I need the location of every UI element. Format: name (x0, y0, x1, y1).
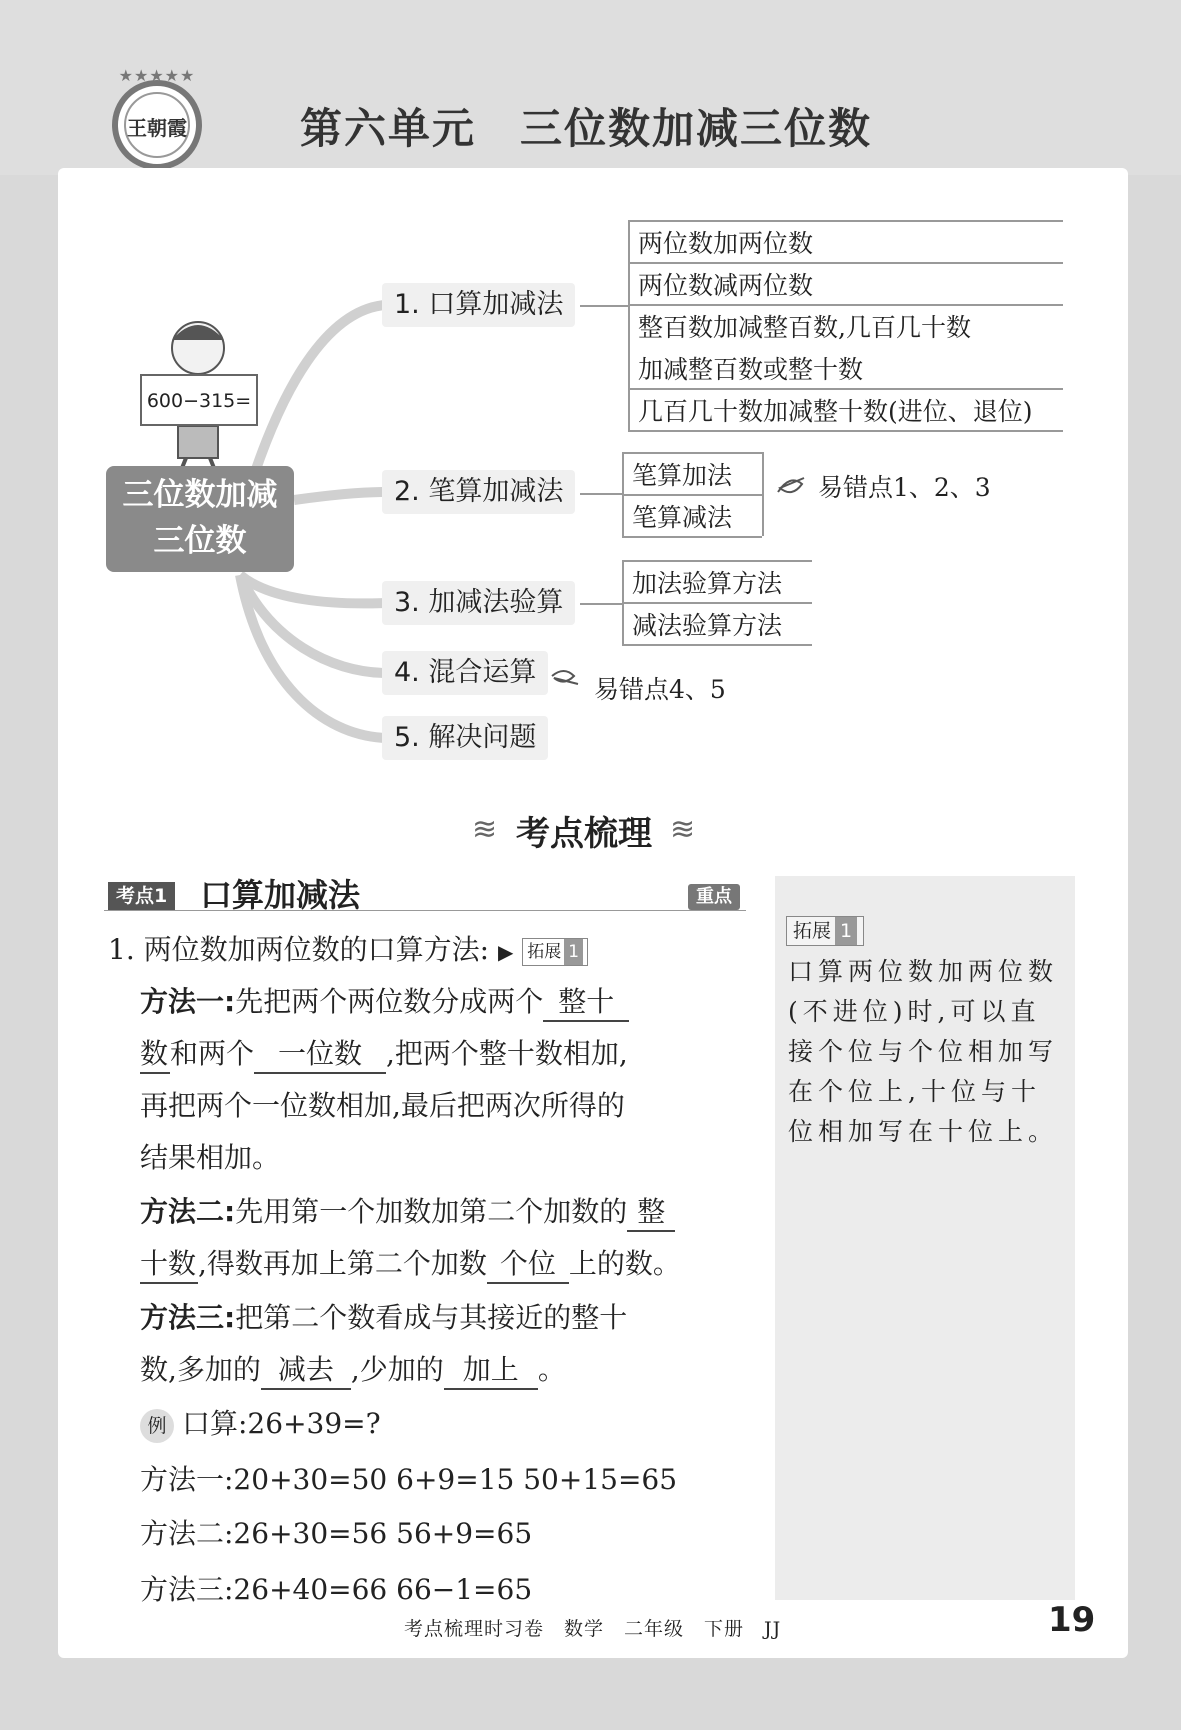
example-badge: 例 (140, 1409, 174, 1443)
footer-text: 考点梳理时习卷 数学 二年级 下册 JJ (404, 1618, 782, 1640)
m2-e: 上的数。 (568, 1247, 681, 1280)
page-number: 19 (1048, 1600, 1096, 1640)
leaf-1-5: 几百几十数加减整十数(进位、退位) (638, 397, 1033, 426)
leaf-divider (622, 644, 812, 646)
leaf-divider (622, 560, 812, 562)
method-3-line-1 (140, 1296, 627, 1336)
method-1-line-3: 再把两个一位数相加,最后把两次所得的 (140, 1089, 625, 1122)
branch-4: 4. 混合运算 (382, 651, 548, 695)
extension-ref-label: 拓展 (527, 941, 562, 962)
leaf-3-2: 减法验算方法 (632, 611, 783, 640)
leaf-divider (628, 430, 1063, 432)
leaf-divider (628, 388, 1063, 390)
mindmap-center-node (106, 466, 294, 572)
m1-e: ,把两个整十数相加, (386, 1037, 628, 1070)
example-text: 口算:26+39=? (182, 1407, 381, 1440)
extension-tag-label: 拓展 (793, 920, 832, 942)
leaf-2-2: 笔算减法 (632, 503, 733, 532)
blank-6: 加上 (444, 1348, 538, 1390)
leaf-divider (628, 262, 1063, 264)
blank-1a: 整十 (543, 980, 629, 1022)
m3-a: 把第二个数看成与其接近的整十 (235, 1301, 628, 1334)
leaf-3-1: 加法验算方法 (632, 569, 783, 598)
m3-f: 。 (537, 1353, 566, 1386)
branch-2-note: 易错点1、2、3 (818, 473, 991, 502)
method-1-line-4: 结果相加。 (140, 1141, 281, 1174)
leaf-2-1: 笔算加法 (632, 461, 733, 490)
method-2-line-1 (140, 1190, 675, 1232)
blank-2: 一位数 (254, 1032, 386, 1074)
extension-tag (786, 916, 864, 946)
branch-2-bracket-right (762, 452, 764, 536)
blank-3b: 十数 (140, 1242, 198, 1284)
section-title: 考点梳理 (516, 814, 652, 854)
m3-b: 数,多加的 (140, 1353, 261, 1386)
m1-a: 先把两个两位数分成两个 (235, 985, 544, 1018)
branch-1-bracket (628, 220, 630, 430)
method-2-line-2 (140, 1242, 681, 1284)
method-1-line-1 (140, 980, 629, 1022)
blank-4: 个位 (487, 1242, 569, 1284)
leaf-divider (622, 494, 762, 496)
m3-d: ,少加的 (350, 1353, 444, 1386)
m2-c: ,得数再加上第二个加数 (198, 1247, 487, 1280)
question-1 (108, 928, 588, 968)
blank-5: 减去 (261, 1348, 351, 1390)
leaf-1-3: 整百数加减整百数,几百几十数 (638, 313, 971, 342)
blank-1b: 数 (140, 1032, 170, 1074)
leaf-1-4: 加减整百数或整十数 (638, 355, 864, 384)
boy-sign: 600−315= (140, 374, 258, 426)
leaf-1-2: 两位数减两位数 (638, 271, 814, 300)
example-question (140, 1402, 381, 1443)
branch-2: 2. 笔算加减法 (382, 470, 575, 514)
kaodian-name: 口算加减法 (200, 876, 361, 914)
example-method-2: 方法二:26+30=56 56+9=65 (140, 1517, 533, 1550)
leaf-1-1: 两位数加两位数 (638, 229, 814, 258)
branch-4-note: 易错点4、5 (594, 675, 726, 704)
extension-tag-num: 1 (835, 917, 857, 945)
logo-text: 王朝霞 (127, 116, 187, 140)
question-1-text: 1. 两位数加两位数的口算方法: (108, 933, 490, 966)
leaf-divider (628, 304, 1063, 306)
branch-2-connector (580, 493, 622, 495)
branch-5: 5. 解决问题 (382, 716, 548, 760)
play-icon: ▶ (497, 940, 514, 964)
center-line-2: 三位数 (153, 523, 247, 559)
center-line-1: 三位数加减 (122, 477, 278, 513)
method-3-label: 方法三: (140, 1301, 236, 1334)
example-method-1: 方法一:20+30=50 6+9=15 50+15=65 (140, 1463, 678, 1496)
method-2-label: 方法二: (140, 1195, 236, 1228)
branch-3: 3. 加减法验算 (382, 581, 575, 625)
extension-ref (522, 938, 588, 966)
logo-stars-icon: ★★★★★ (118, 66, 196, 85)
method-3-line-2 (140, 1348, 566, 1390)
example-method-3: 方法三:26+40=66 66−1=65 (140, 1573, 533, 1606)
branch-1: 1. 口算加减法 (382, 283, 575, 327)
blank-3a: 整 (627, 1190, 675, 1232)
key-point-badge: 重点 (688, 884, 740, 910)
leaf-divider (628, 220, 1063, 222)
leaf-divider (622, 536, 762, 538)
leaf-divider (622, 452, 762, 454)
wave-right-icon: ≋ (670, 812, 696, 847)
method-1-line-2 (140, 1032, 628, 1074)
wave-left-icon: ≋ (472, 812, 498, 847)
method-1-label: 方法一: (140, 985, 236, 1018)
leaf-divider (622, 602, 812, 604)
branch-1-connector (580, 305, 628, 307)
extension-ref-num: 1 (564, 939, 583, 965)
kaodian-tag: 考点1 (108, 882, 175, 910)
page-title: 第六单元 三位数加减三位数 (300, 104, 873, 153)
branch-3-connector (580, 603, 622, 605)
extension-text: 口算两位数加两位数(不进位)时,可以直接个位与个位相加写在个位上,十位与十位相加写在十位上。 (788, 957, 1059, 1146)
m1-c: 和两个 (170, 1037, 255, 1070)
m2-a: 先用第一个加数加第二个加数的 (235, 1195, 628, 1228)
